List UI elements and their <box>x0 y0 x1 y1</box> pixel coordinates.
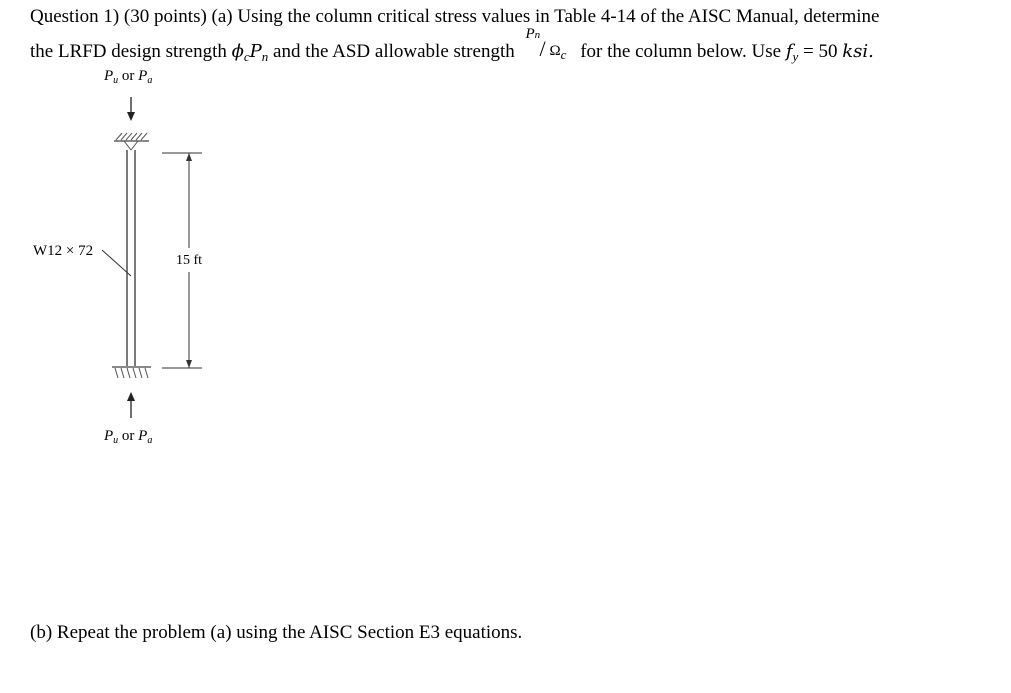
bottom-or-text: or <box>118 428 139 444</box>
column-member <box>127 150 135 366</box>
question-text-2c: for the column below. Use <box>575 41 786 62</box>
top-pa-subscript: a <box>147 75 153 86</box>
length-label: 15 ft <box>176 253 203 268</box>
bottom-pa-symbol: P <box>138 428 148 444</box>
bottom-pa-subscript: a <box>147 435 153 446</box>
pn-subscript: n <box>261 49 269 64</box>
question-text-1: Question 1) (30 points) (a) Using the column critical stress values in Table 4-14 of the AISC Manual, determine <box>30 6 880 27</box>
top-load-label <box>104 69 152 86</box>
pn-symbol: P <box>249 41 262 62</box>
section-label: W12 × 72 <box>33 243 94 259</box>
top-load-arrow <box>127 97 135 121</box>
phi-symbol: ϕ <box>231 41 244 62</box>
top-pin-support <box>114 133 149 150</box>
fy-subscript: y <box>792 49 799 64</box>
question-text-2a: the LRFD design strength <box>30 41 232 62</box>
top-pu-symbol: P <box>104 68 114 84</box>
phi-subscript: c <box>243 49 250 64</box>
question-text-2b: and the ASD allowable strength <box>268 41 520 62</box>
fraction-num-symbol: P <box>525 26 535 42</box>
fy-symbol: f <box>785 41 793 62</box>
bottom-load-arrow <box>127 392 135 418</box>
fraction-num-subscript: n <box>534 29 541 41</box>
bottom-load-label <box>104 429 152 446</box>
ksi-unit: ksi. <box>842 41 874 62</box>
top-pu-subscript: u <box>113 75 119 86</box>
fraction-slash: / <box>539 36 546 61</box>
top-pa-symbol: P <box>138 68 148 84</box>
omega-subscript: c <box>560 47 567 62</box>
top-or-text: or <box>118 68 139 84</box>
bottom-fixed-support <box>112 367 151 378</box>
bottom-pu-symbol: P <box>104 428 114 444</box>
part-b-text: (b) Repeat the problem (a) using the AISC Section E3 equations. <box>30 622 523 643</box>
fy-equals: = 50 <box>798 41 843 62</box>
omega-symbol: Ω <box>549 43 561 59</box>
bottom-pu-subscript: u <box>113 435 119 446</box>
